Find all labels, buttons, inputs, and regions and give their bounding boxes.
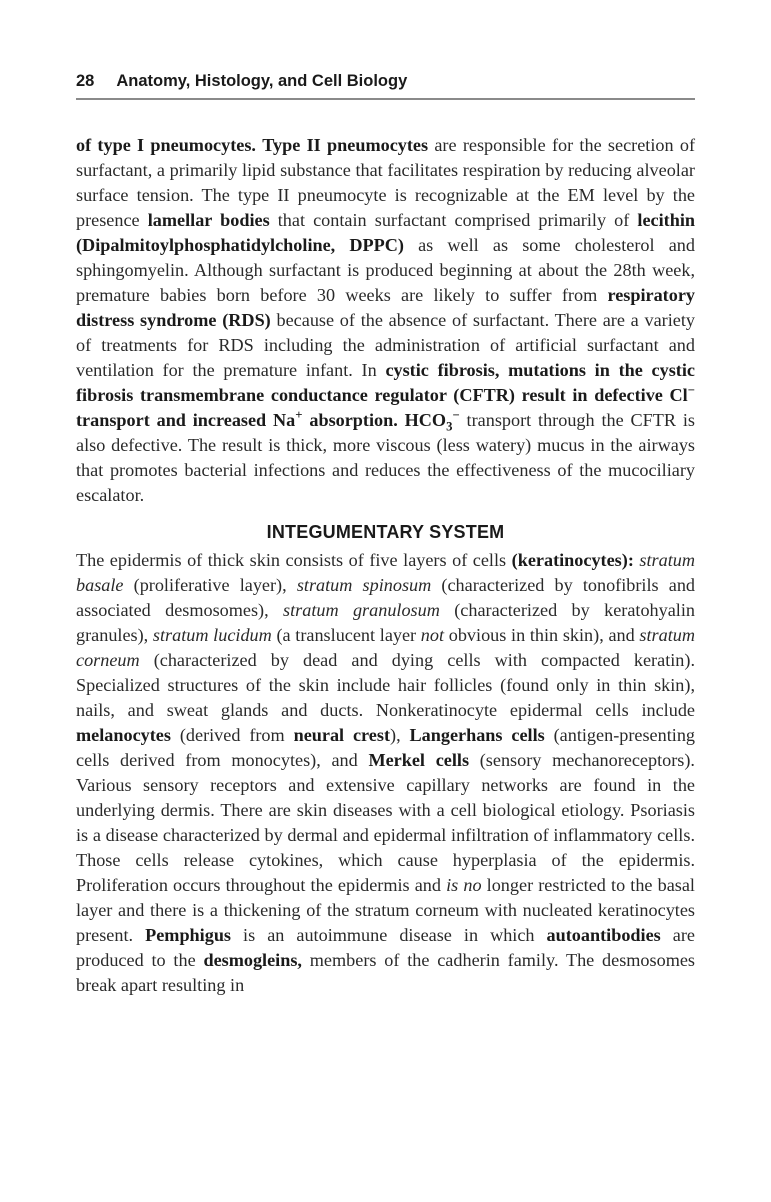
text-run: (characterized by dead and dying cells with compacted keratin). Specialized structures of the skin include hair follicles (found only in thin skin), nails, and sweat glands and ducts. Nonkeratinocyte epidermal cells include [76, 650, 695, 720]
text-run: cystic fibrosis, mutations in the cystic fibrosis transmembrane conductance regulator (CFTR) result in defective Cl [76, 360, 695, 405]
text-run: transport through the CFTR is also defective. The result is thick, more viscous (less watery) mucus in the airways that promotes bacterial infections and reduces the effectiveness of the mucociliary escalator. [76, 410, 695, 505]
bold-term: (keratinocytes): [511, 550, 634, 570]
text-run: (sensory mechanoreceptors). Various sensory receptors and extensive capillary networks are found in the underlying dermis. There are skin diseases with a cell biological etiology. Psoriasis is a disease characterized by dermal and epidermal infiltration of inflammatory cells. Those cells release cytokines, which cause hyperplasia of the epidermis. Proliferation occurs throughout the epidermis and [76, 750, 695, 895]
bold-term: lecithin (Dipalmitoylphosphatidylcholine, DPPC) [76, 210, 695, 255]
text-run: are responsible for the secretion of surfactant, a primarily lipid substance that facilitates respiration by reducing alveolar surface tension. The type II pneumocyte is recognizable at the EM level by the presence [76, 135, 695, 230]
running-header [76, 72, 695, 100]
text-run: The epidermis of thick skin consists of five layers of cells [76, 550, 512, 570]
text-run: (characterized by keratohyalin granules), [76, 600, 696, 645]
text-run: are produced to the [76, 925, 695, 970]
italic-term: is no [446, 875, 482, 895]
bold-term: melanocytes [76, 725, 171, 745]
bold-term: autoantibodies [546, 925, 661, 945]
subscript: 3 [446, 419, 453, 434]
text-run: as well as some cholesterol and sphingomyelin. Although surfactant is produced beginning at about the 28th week, premature babies born before 30 weeks are likely to suffer from [76, 235, 695, 305]
italic-term: stratum spinosum [296, 575, 432, 595]
italic-term: stratum granulosum [283, 600, 440, 620]
bold-term: of type I pneumocytes. [76, 135, 256, 155]
text-run: absorption. HCO [302, 410, 447, 430]
bold-term: respiratory distress syndrome (RDS) [76, 285, 695, 330]
italic-term: stratum corneum [76, 625, 695, 670]
text-run: because of the absence of surfactant. There are a variety of treatments for RDS including the administration of artificial surfactant and ventilation for the premature infant. In [76, 310, 696, 380]
bold-term: Pemphigus [145, 925, 232, 945]
text-run: ), [390, 725, 410, 745]
superscript: − [687, 382, 695, 397]
bold-term: Merkel cells [368, 750, 470, 770]
text-run: members of the cadherin family. The desmosomes break apart resulting in [76, 950, 695, 995]
bold-term: desmogleins, [203, 950, 302, 970]
italic-term: not [420, 625, 445, 645]
superscript: + [295, 407, 303, 422]
text-run: (a translucent layer [271, 625, 421, 645]
text-run: (antigen-presenting cells derived from monocytes), and [76, 725, 696, 770]
text-run: (derived from [170, 725, 294, 745]
text-run: (proliferative layer), [123, 575, 297, 595]
text-run: is an autoimmune disease in which [231, 925, 547, 945]
section-heading: INTEGUMENTARY SYSTEM [266, 522, 505, 542]
text-run: transport and increased Na [76, 410, 296, 430]
italic-term: stratum lucidum [152, 625, 272, 645]
bold-term: neural crest [293, 725, 391, 745]
page-body [76, 133, 695, 998]
text-run: (characterized by tonofibrils and associated desmosomes), [76, 575, 696, 620]
running-title: Anatomy, Histology, and Cell Biology [116, 72, 408, 90]
text-run: that contain surfactant comprised primarily of [269, 210, 638, 230]
paragraph-epidermis [76, 548, 695, 998]
italic-term: stratum basale [76, 550, 696, 595]
bold-term: Langerhans cells [409, 725, 545, 745]
text-run: obvious in thin skin), and [444, 625, 640, 645]
superscript: − [452, 407, 460, 422]
page-number: 28 [76, 72, 95, 90]
paragraph-surfactant [76, 133, 695, 508]
text-run: longer restricted to the basal layer and there is a thickening of the stratum corneum with nucleated keratinocytes present. [76, 875, 695, 945]
bold-term: Type II pneumocytes [262, 135, 429, 155]
bold-term: lamellar bodies [147, 210, 270, 230]
